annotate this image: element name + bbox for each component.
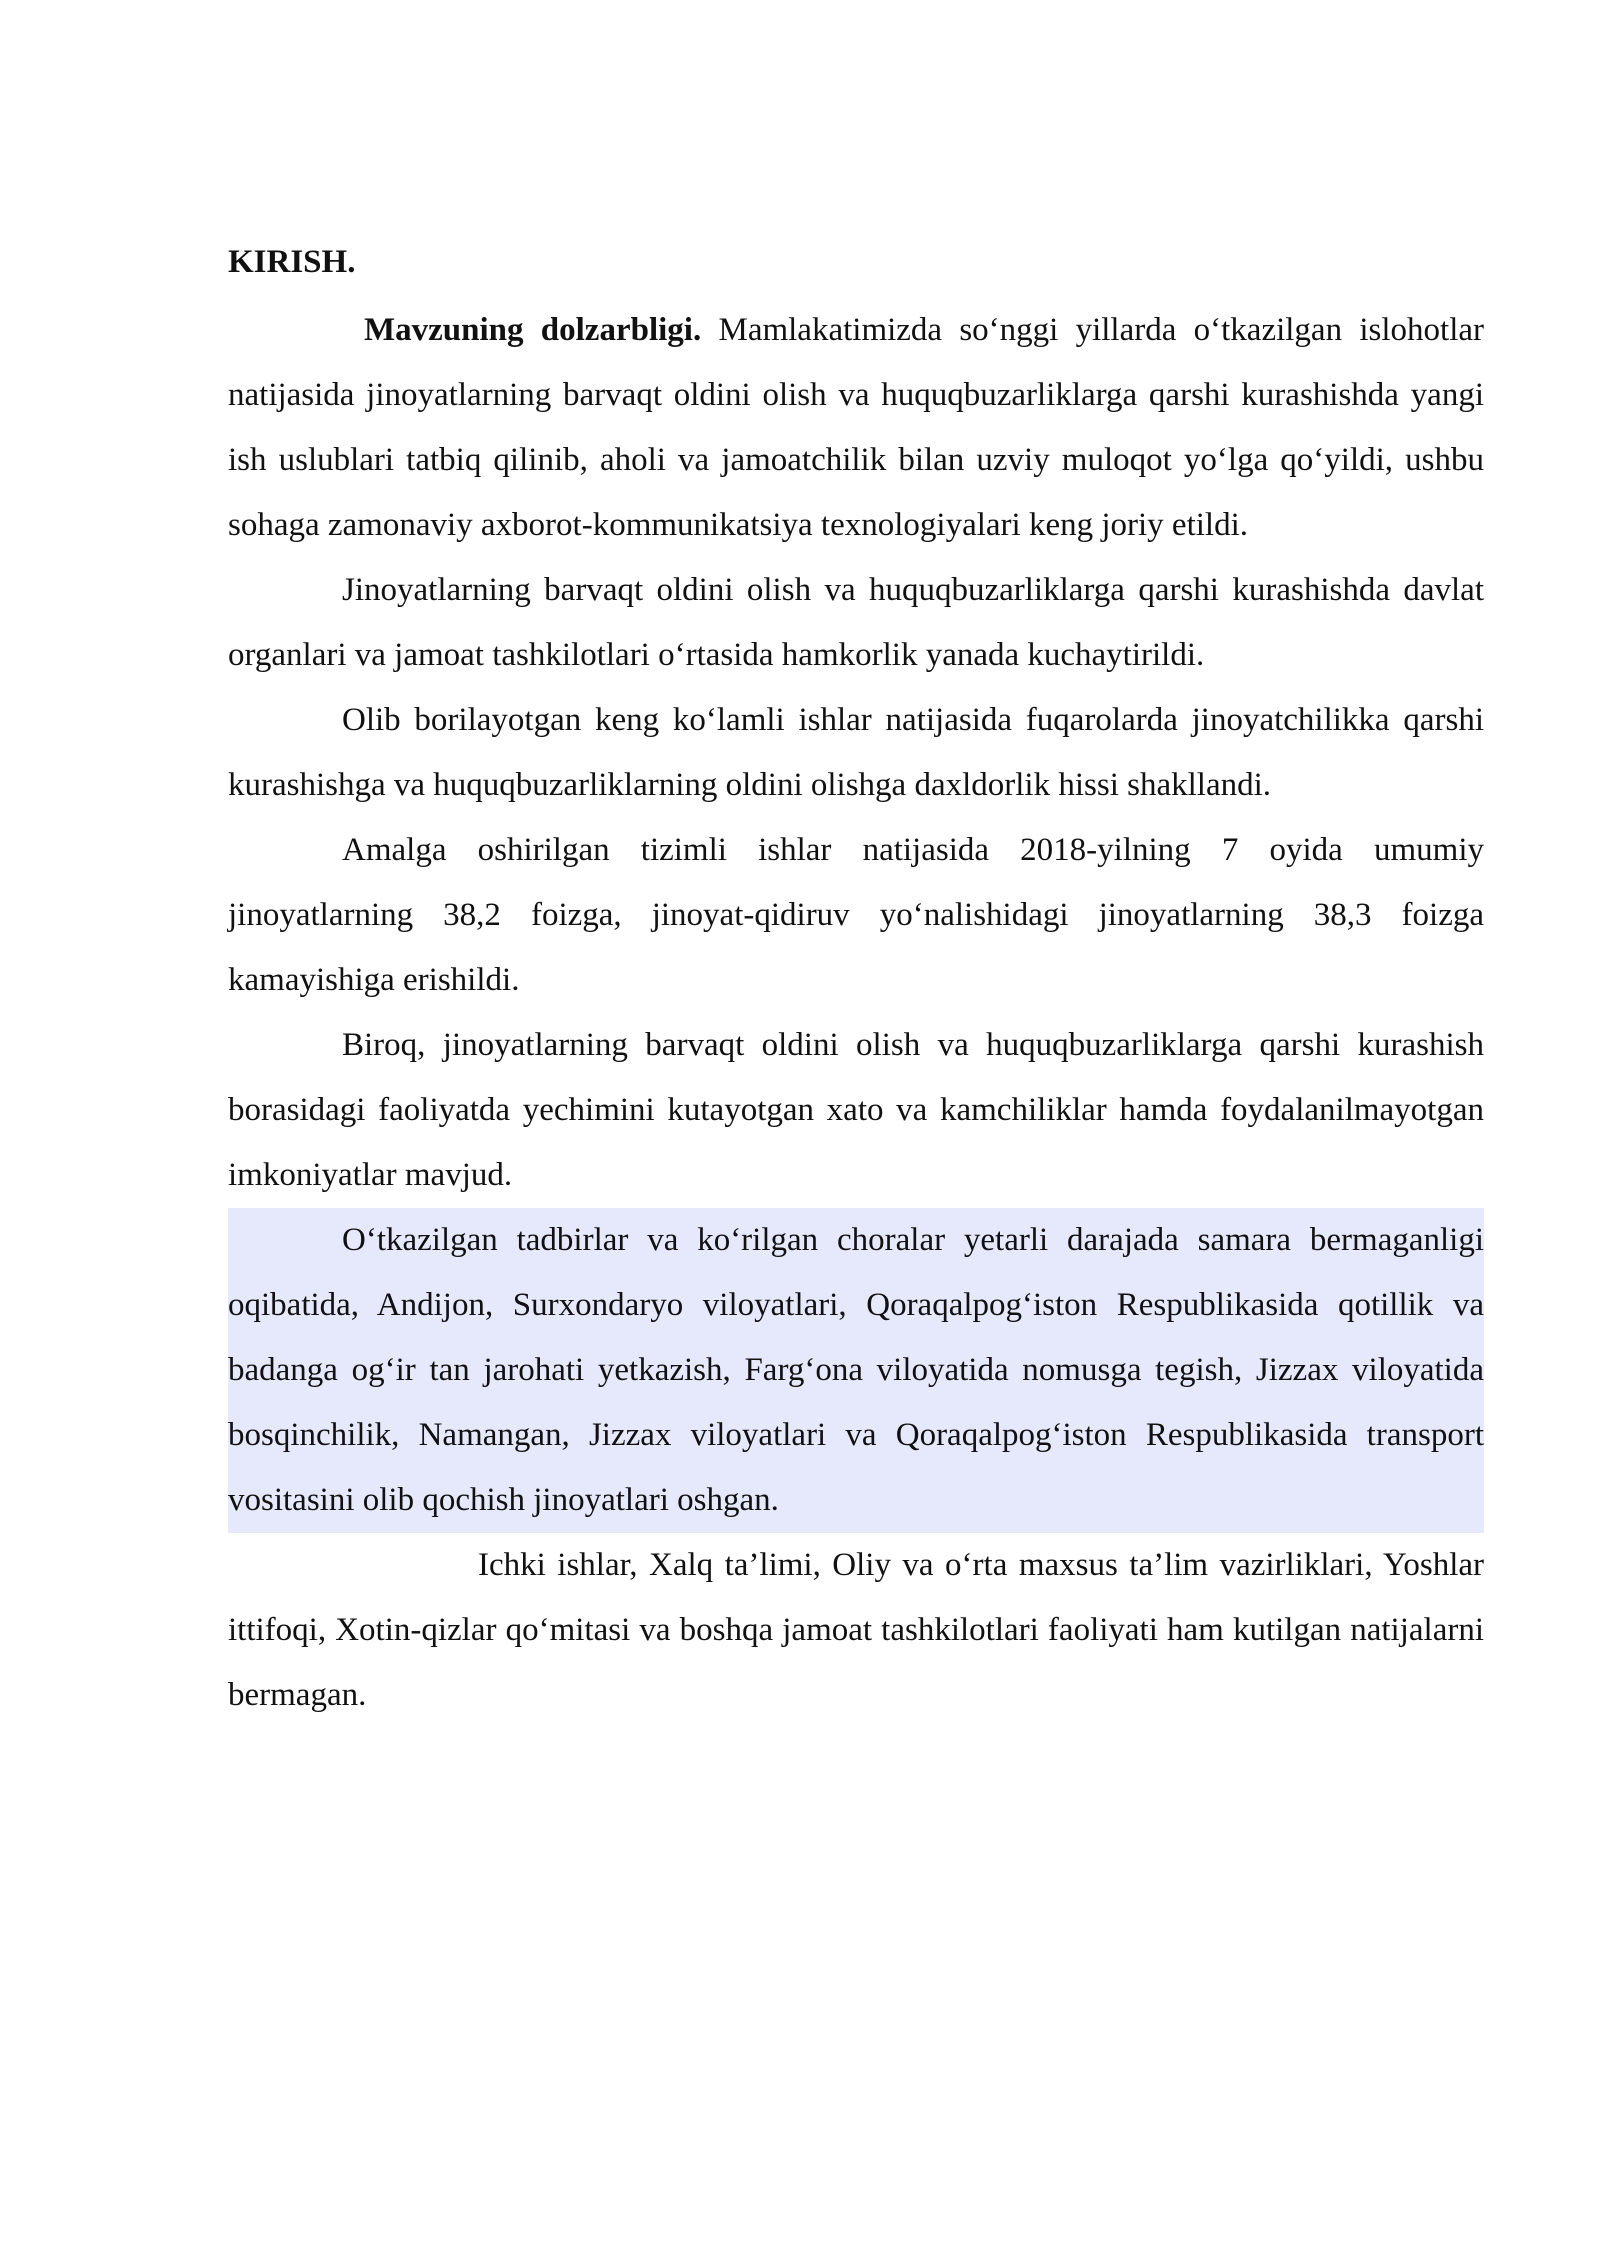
paragraph-shortcomings: Biroq, jinoyatlarning barvaqt oldini olish va huquqbuzarliklarga qarshi kurashish borasidagi faoliyatda yechimini kutayotgan xato va kamchiliklar hamda foydalanilmayotgan imkoniyatlar mavjud.	[228, 1027, 1484, 1193]
paragraph-ministries: Ichki ishlar, Xalq ta’limi, Oliy va o‘rta maxsus ta’lim vazirliklari, Yoshlar ittifoqi, Xotin-qizlar qo‘mitasi va boshqa jamoat tashkilotlari faoliyati ham kutilgan natijalarni bermagan.	[228, 1547, 1484, 1713]
paragraph-highlighted-crimes[interactable]: O‘tkazilgan tadbirlar va ko‘rilgan choralar yetarli darajada samara bermaganligi oqibatida, Andijon, Surxondaryo viloyatlari, Qoraqalpog‘iston Respublikasida qotillik va badanga og‘ir tan jarohati yetkazish, Farg‘ona viloyatida nomusga tegish, Jizzax viloyatida bosqinchilik, Namangan, Jizzax viloyatlari va Qoraqalpog‘iston Respublikasida transport vositasini olib qochish jinoyatlari oshgan.	[228, 1208, 1484, 1533]
paragraph-cooperation: Jinoyatlarning barvaqt oldini olish va huquqbuzarliklarga qarshi kurashishda davlat organlari va jamoat tashkilotlari o‘rtasida hamkorlik yanada kuchaytirildi.	[228, 572, 1484, 673]
paragraph-text: Mamlakatimizda so‘nggi yillarda o‘tkazilgan islohotlar natijasida jinoyatlarning barvaqt oldini olish va huquqbuzarliklarga qarshi kurashishda yangi ish uslublari tatbiq qilinib, aholi va jamoatchilik bilan uzviy muloqot yo‘lga qo‘yildi, ushbu sohaga zamonaviy axborot-kommunikatsiya texnologiyalari keng joriy etildi.	[228, 312, 1484, 543]
paragraph-awareness: Olib borilayotgan keng ko‘lamli ishlar natijasida fuqarolarda jinoyatchilikka qarshi kurashishga va huquqbuzarliklarning oldini olishga daxldorlik hissi shakllandi.	[228, 702, 1484, 803]
paragraph-statistics: Amalga oshirilgan tizimli ishlar natijasida 2018-yilning 7 oyida umumiy jinoyatlarning 38,2 foizga, jinoyat-qidiruv yo‘nalishidagi jinoyatlarning 38,3 foizga kamayishiga erishildi.	[228, 832, 1484, 998]
paragraph-relevance	[228, 298, 1484, 558]
section-heading: KIRISH.	[228, 244, 356, 280]
document-body	[228, 236, 1484, 1728]
paragraph-lead: Mavzuning dolzarbligi.	[364, 312, 702, 348]
